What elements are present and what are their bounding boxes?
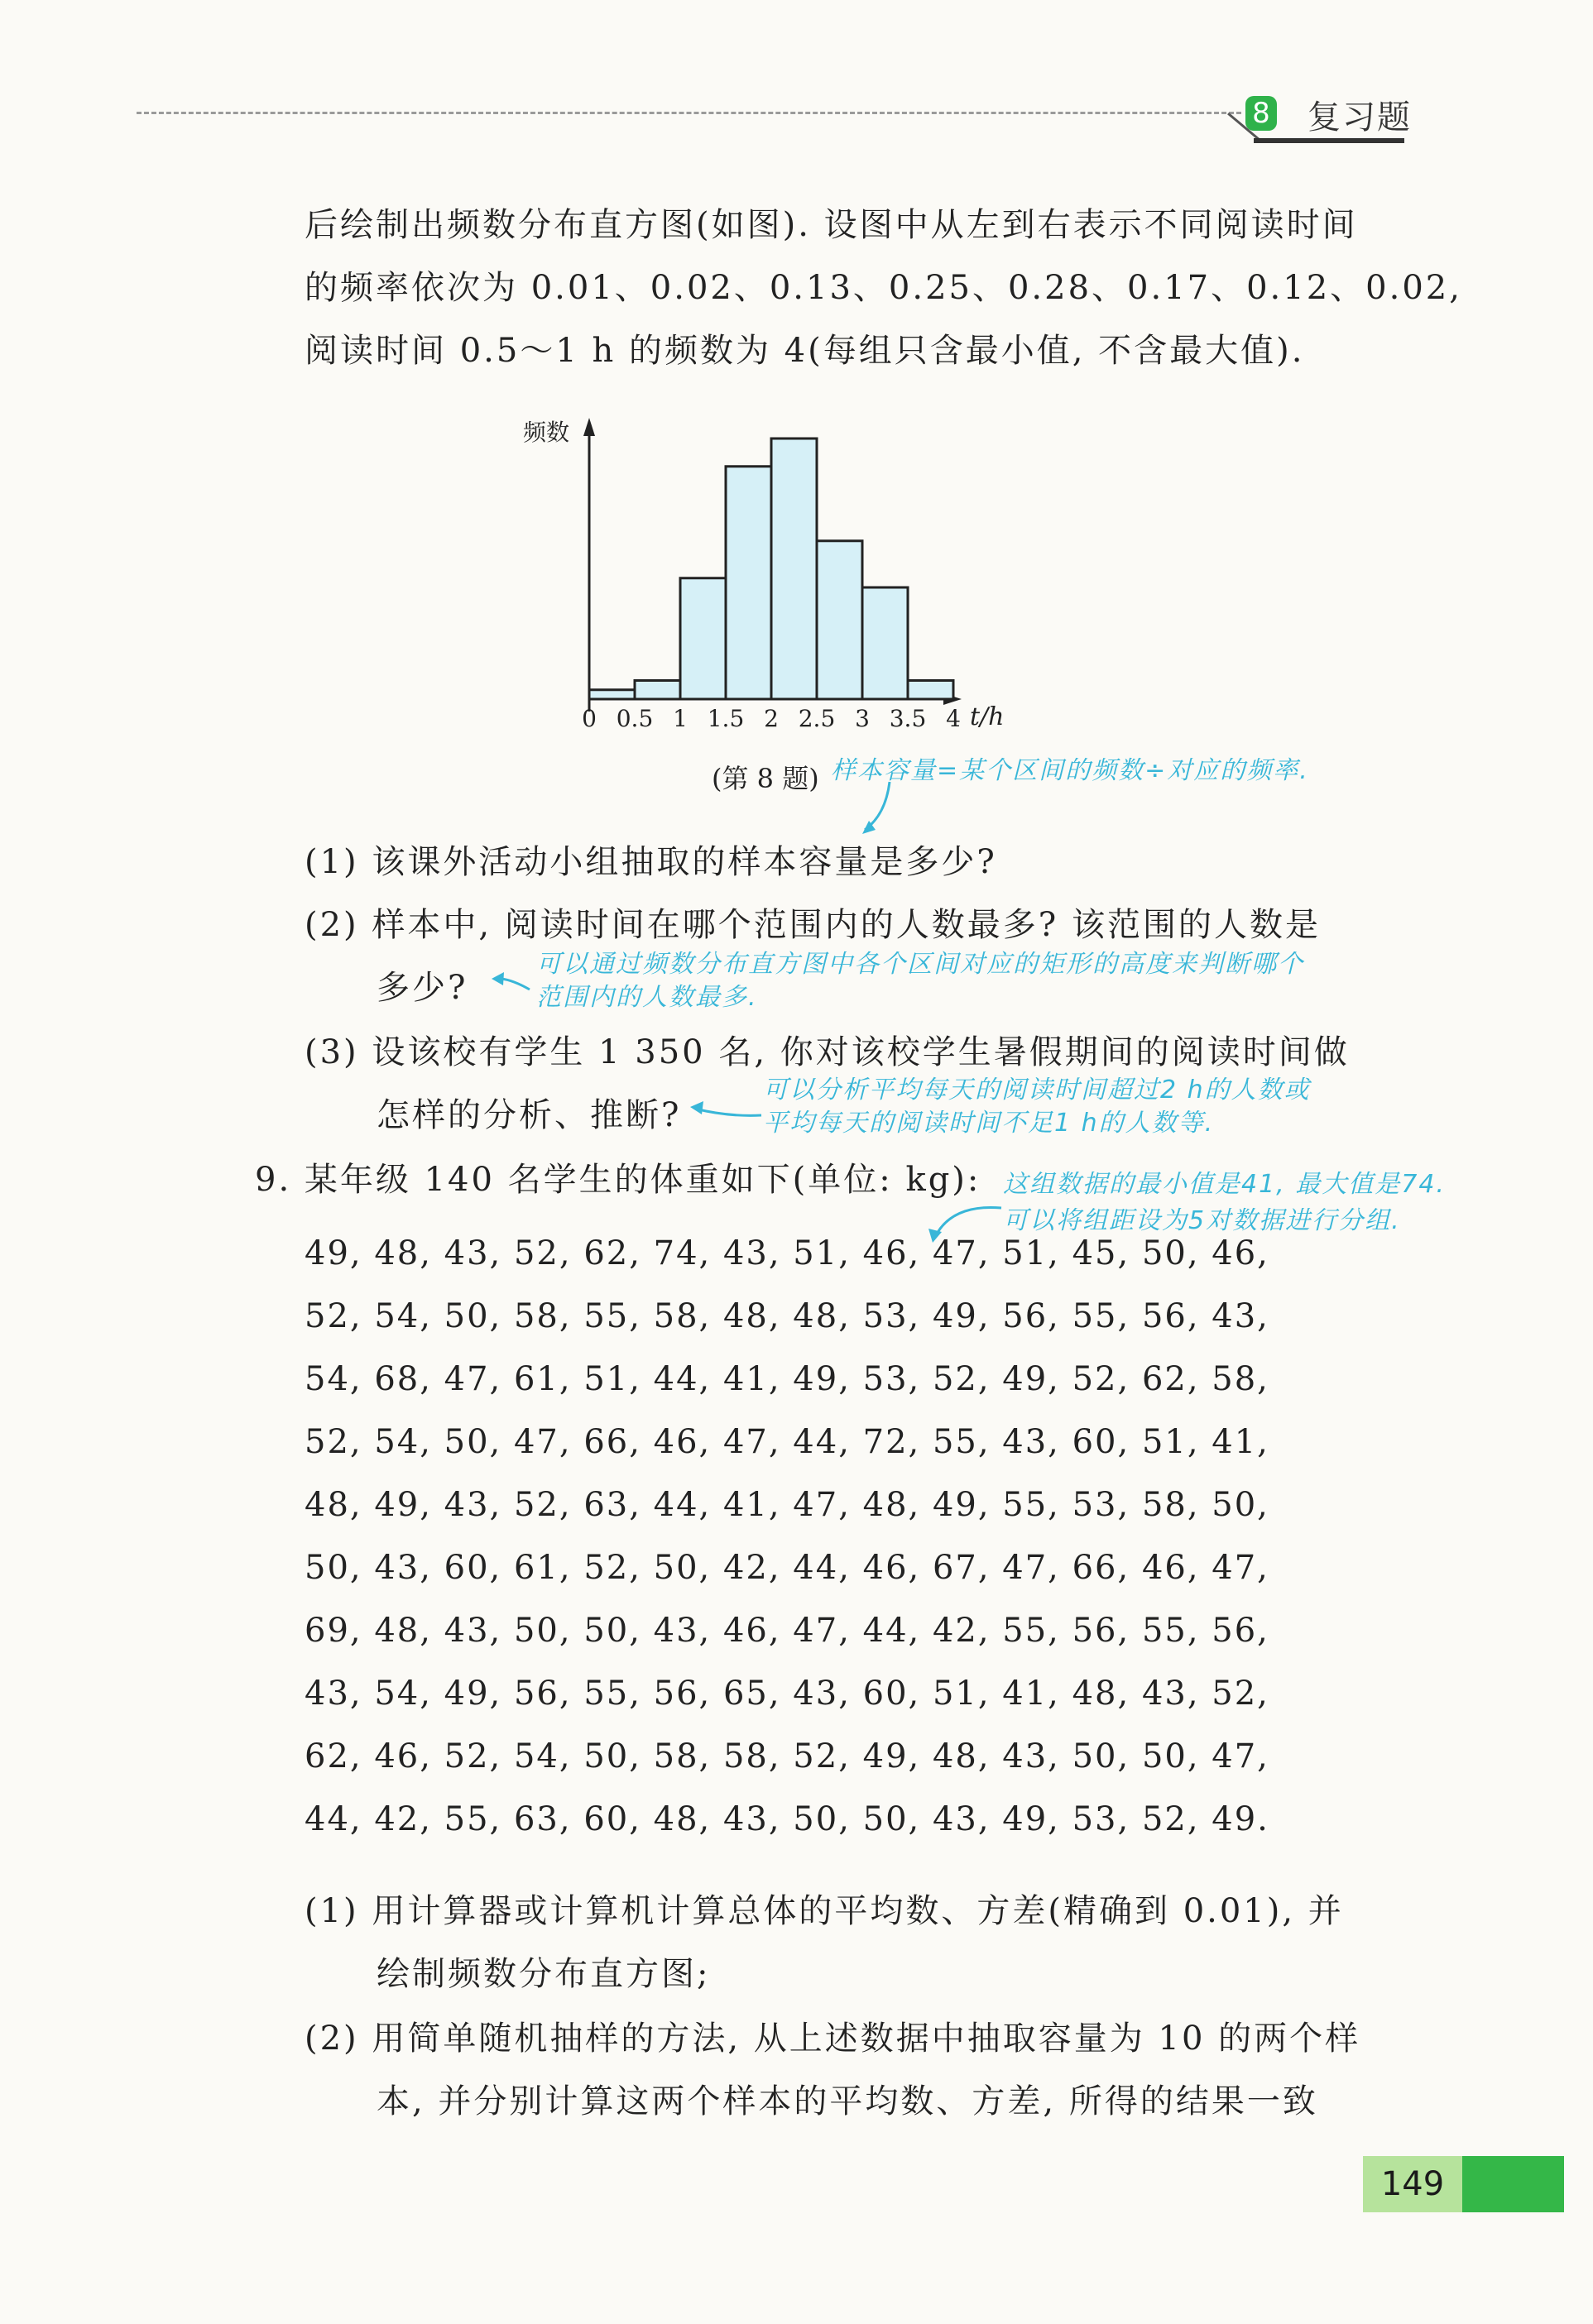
weight-data-row-5: 48, 49, 43, 52, 63, 44, 41, 47, 48, 49, 55, 53, 58, 50, <box>305 1486 1269 1524</box>
x-axis-label: t/h <box>970 702 1005 731</box>
handwritten-note-sample-size: 样本容量=某个区间的频数÷对应的频率. <box>831 756 1309 785</box>
x-tick-label: 0.5 <box>616 705 654 732</box>
problem8-intro-line-1: 后绘制出频数分布直方图(如图). 设图中从左到右表示不同阅读时间 <box>305 206 1358 244</box>
weight-data-row-4: 52, 54, 50, 47, 66, 46, 47, 44, 72, 55, 43, 60, 51, 41, <box>305 1423 1269 1461</box>
problem9-title: 9. 某年级 140 名学生的体重如下(单位: kg): <box>255 1161 981 1199</box>
x-tick-label: 1.5 <box>707 705 745 732</box>
x-tick-label: 3.5 <box>889 705 927 732</box>
problem8-question-2-line-2: 多少? <box>377 969 468 1007</box>
x-tick-label: 0 <box>582 705 597 732</box>
problem8-intro-line-3: 阅读时间 0.5～1 h 的频数为 4(每组只含最小值, 不含最大值). <box>305 332 1305 370</box>
problem9-question-1-line-2: 绘制频数分布直方图; <box>377 1955 711 1993</box>
chapter-number-badge: 8 <box>1245 96 1277 131</box>
weight-data-row-6: 50, 43, 60, 61, 52, 50, 42, 44, 46, 67, 47, 66, 46, 47, <box>305 1549 1269 1587</box>
note4-arrow <box>935 1207 1001 1237</box>
x-tick-label: 1 <box>673 705 688 732</box>
weight-data-row-7: 69, 48, 43, 50, 50, 43, 46, 47, 44, 42, 55, 56, 55, 56, <box>305 1612 1269 1650</box>
problem8-question-3-line-1: (3) 设该校有学生 1 350 名, 你对该校学生暑假期间的阅读时间做 <box>305 1033 1350 1071</box>
handwritten-note-min-max: 这组数据的最小值是41, 最大值是74. <box>1003 1170 1446 1199</box>
handwritten-note-histogram-line-1: 可以通过频数分布直方图中各个区间对应的矩形的高度来判断哪个 <box>536 950 1304 979</box>
problem9-question-2-line-2: 本, 并分别计算这两个样本的平均数、方差, 所得的结果一致 <box>377 2082 1318 2120</box>
weight-data-row-1: 49, 48, 43, 52, 62, 74, 43, 51, 46, 47, 51, 45, 50, 46, <box>305 1234 1269 1272</box>
problem9-question-1-line-1: (1) 用计算器或计算机计算总体的平均数、方差(精确到 0.01), 并 <box>305 1892 1344 1930</box>
note3-arrowhead <box>690 1101 703 1114</box>
weight-data-row-2: 52, 54, 50, 58, 55, 58, 48, 48, 53, 49, 56, 55, 56, 43, <box>305 1297 1269 1335</box>
y-axis-label: 频数 <box>523 419 570 446</box>
handwritten-note-histogram-line-2: 范围内的人数最多. <box>536 983 758 1012</box>
problem9-question-2-line-1: (2) 用简单随机抽样的方法, 从上述数据中抽取容量为 10 的两个样 <box>305 2020 1361 2058</box>
chapter-title: 复习题 <box>1308 98 1412 137</box>
note2-arrowhead <box>492 972 504 985</box>
x-tick-label: 2 <box>764 705 779 732</box>
weight-data-row-8: 43, 54, 49, 56, 55, 56, 65, 43, 60, 51, 41, 48, 43, 52, <box>305 1675 1269 1713</box>
handwritten-note-reading-time-line-2: 平均每天的阅读时间不足1 h的人数等. <box>763 1109 1215 1138</box>
weight-data-row-3: 54, 68, 47, 61, 51, 44, 41, 49, 53, 52, 49, 52, 62, 58, <box>305 1360 1269 1398</box>
problem8-question-1: (1) 该课外活动小组抽取的样本容量是多少? <box>305 843 997 881</box>
x-tick-label: 2.5 <box>798 705 836 732</box>
handwritten-note-reading-time-line-1: 可以分析平均每天的阅读时间超过2 h的人数或 <box>763 1076 1311 1104</box>
x-tick-label: 4 <box>946 705 961 732</box>
weight-data-row-9: 62, 46, 52, 54, 50, 58, 58, 52, 49, 48, 43, 50, 50, 47, <box>305 1737 1269 1775</box>
note3-arrow <box>695 1109 761 1115</box>
problem8-question-3-line-2: 怎样的分析、推断? <box>377 1096 682 1134</box>
handwritten-note-class-width: 可以将组距设为5对数据进行分组. <box>1003 1206 1401 1235</box>
problem8-question-2-line-1: (2) 样本中, 阅读时间在哪个范围内的人数最多? 该范围的人数是 <box>305 906 1321 944</box>
figure-caption: (第 8 题) <box>712 763 819 794</box>
x-tick-label: 3 <box>855 705 870 732</box>
page-number: 149 <box>1380 2165 1445 2203</box>
problem8-intro-line-2: 的频率依次为 0.01、0.02、0.13、0.25、0.28、0.17、0.12、0.02, <box>305 269 1462 307</box>
weight-data-row-10: 44, 42, 55, 63, 60, 48, 43, 50, 50, 43, 49, 53, 52, 49. <box>305 1800 1269 1838</box>
